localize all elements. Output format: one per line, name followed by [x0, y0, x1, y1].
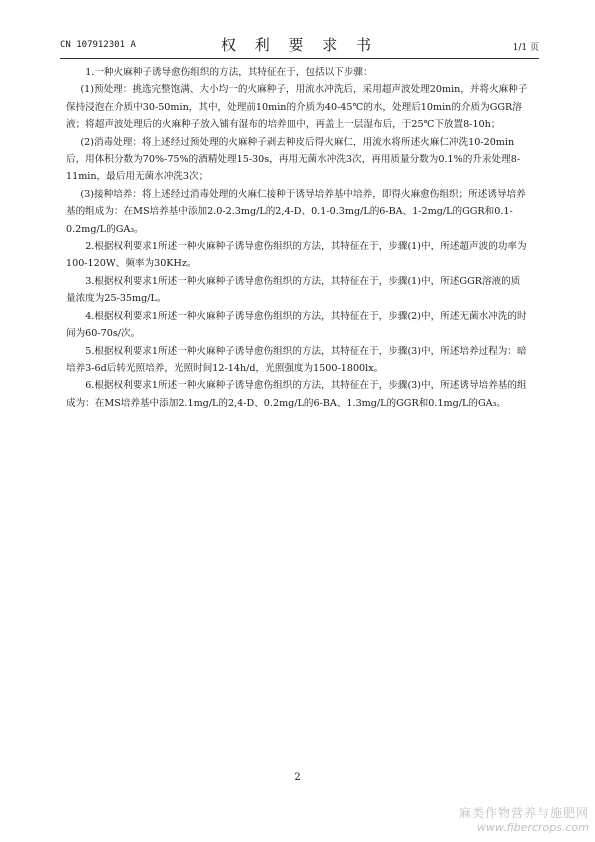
- page-header: [60, 34, 539, 56]
- claim-1-step-3: (3)接种培养：将上述经过消毒处理的火麻仁接种于诱导培养基中培养，即得火麻愈伤组织；所述诱导培养基的组成为：在MS培养基中添加2.0-2.3mg/L的2,4-D、0.1-0.3mg/L的6-BA、1-2mg/L的GGR和0.1-0.2mg/L的GA₃。: [66, 188, 526, 235]
- header-rule: [60, 58, 539, 59]
- claim-2: 2.根据权利要求1所述一种火麻种子诱导愈伤组织的方法，其特征在于，步骤(1)中，所述超声波的功率为100-120W、频率为30KHz。: [66, 241, 527, 270]
- claim-5: 5.根据权利要求1所述一种火麻种子诱导愈伤组织的方法，其特征在于，步骤(3)中，所述培养过程为：暗培养3-6d后转光照培养，光照时间12-14h/d，光照强度为1500-1800lx。: [66, 345, 527, 374]
- page-number: 2: [294, 772, 301, 783]
- watermark-url: www.fibercrops.com: [476, 821, 589, 834]
- claim-4: 4.根据权利要求1所述一种火麻种子诱导愈伤组织的方法，其特征在于，步骤(2)中，所述无菌水冲洗的时间为60-70s/次。: [66, 310, 527, 340]
- claim-1: 1.一种火麻种子诱导愈伤组织的方法，其特征在于，包括以下步骤：: [85, 67, 373, 78]
- claim-6: 6.根据权利要求1所述一种火麻种子诱导愈伤组织的方法，其特征在于，步骤(3)中，所述诱导培养基的组成为：在MS培养基中添加2.1mg/L的2,4-D、0.2mg/L的6-BA、1.3mg/L的GGR和0.1mg/L的GA₃。: [66, 380, 527, 409]
- watermark: [459, 804, 589, 834]
- page-info: 1/1 页: [512, 43, 539, 53]
- document-title: 权 利 要 求 书: [220, 36, 379, 54]
- publication-number: CN 107912301 A: [60, 40, 136, 50]
- watermark-title: 麻类作物营养与施肥网: [458, 806, 589, 820]
- claim-1-step-1: (1)预处理：挑选完整饱满、大小均一的火麻种子，用流水冲洗后，采用超声波处理20min，并将火麻种子保持浸泡在介质中30-50min，其中，处理前10min的介质为40-45℃的水，处理后10min的介质为GGR溶液；将超声波处理后的火麻种子放入铺有湿布的培养皿中，再盖上一层湿布后，于25℃下放置8-10h；: [66, 84, 528, 131]
- claims-body: [66, 64, 528, 412]
- claim-1-step-2: (2)消毒处理：将上述经过预处理的火麻种子剥去种皮后得火麻仁，用流水将所述火麻仁冲洗10-20min后，用体积分数为70%-75%的酒精处理15-30s，再用无菌水冲洗3次，再用质量分数为0.1%的升汞处理8-11min，最后用无菌水冲洗3次；: [66, 136, 521, 183]
- claim-3: 3.根据权利要求1所述一种火麻种子诱导愈伤组织的方法，其特征在于，步骤(1)中，所述GGR溶液的质量浓度为25-35mg/L。: [66, 275, 521, 305]
